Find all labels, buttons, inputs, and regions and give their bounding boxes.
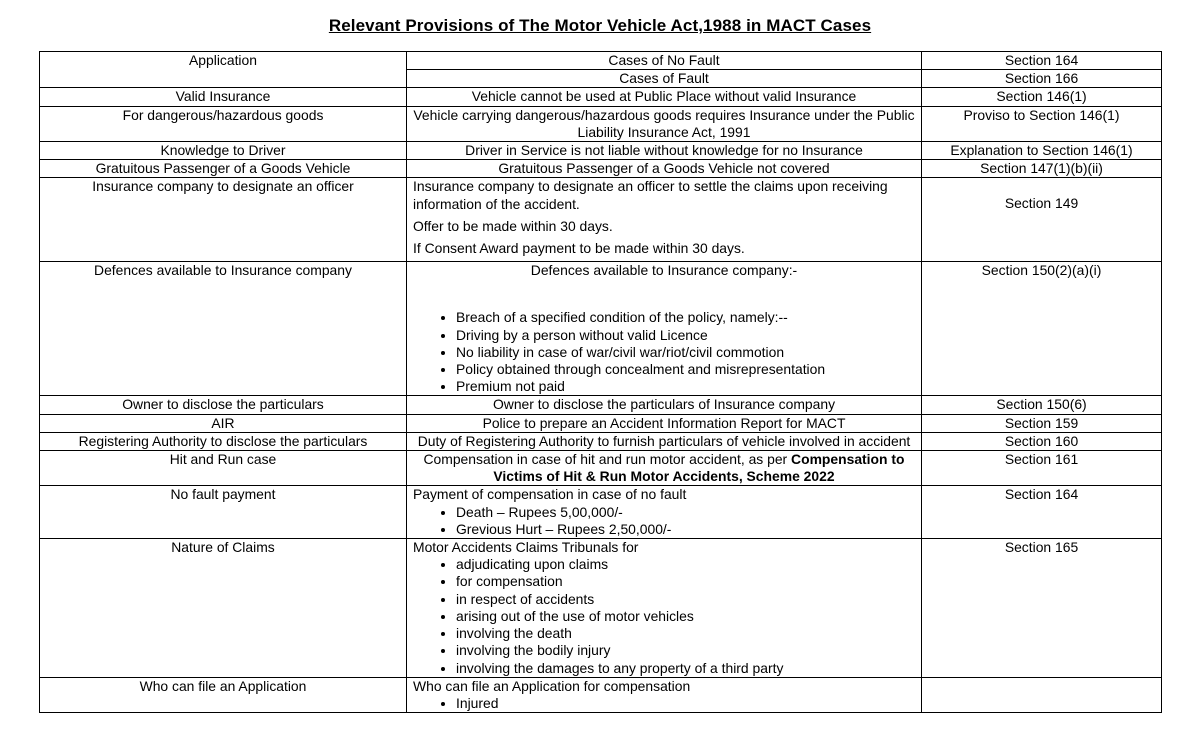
section-text: Section 149 (1004, 195, 1079, 212)
defences-list (413, 309, 915, 395)
spacer (413, 279, 915, 309)
section-cell: Section 164 (922, 486, 1162, 539)
provision-line: If Consent Award payment to be made within 30 days. (413, 240, 745, 257)
section-cell: Proviso to Section 146(1) (922, 106, 1162, 141)
table-row (40, 52, 1162, 70)
payment-list (413, 504, 915, 538)
list-item: • in respect of accidents (456, 591, 915, 608)
list-item: • adjudicating upon claims (456, 556, 915, 573)
topic-cell: Valid Insurance (40, 88, 407, 106)
list-item: • for compensation (456, 573, 915, 590)
provision-cell (407, 677, 922, 712)
claims-list (413, 556, 915, 676)
provision-cell: Gratuitous Passenger of a Goods Vehicle not covered (407, 160, 922, 178)
provision-cell (407, 486, 922, 539)
topic-cell: No fault payment (40, 486, 407, 539)
provision-cell (407, 451, 922, 486)
list-item: • Grevious Hurt – Rupees 2,50,000/- (456, 521, 915, 538)
table-row (40, 396, 1162, 414)
list-item: • Injured (456, 695, 915, 712)
section-cell: Section 150(6) (922, 396, 1162, 414)
list-item: • involving the death (456, 625, 915, 642)
topic-cell: Insurance company to designate an officer (40, 178, 407, 262)
provision-line: Insurance company to designate an officer to settle the claims upon receiving information of the accident. (413, 178, 888, 212)
provision-cell: Cases of Fault (407, 70, 922, 88)
topic-cell: Application (40, 52, 407, 88)
section-cell: Section 146(1) (922, 88, 1162, 106)
provisions-table (39, 51, 1162, 713)
table-row (40, 178, 1162, 262)
list-item: • Driving by a person without valid Licence (456, 327, 915, 344)
topic-cell: Gratuitous Passenger of a Goods Vehicle (40, 160, 407, 178)
topic-cell: Defences available to Insurance company (40, 262, 407, 396)
section-cell: Section 161 (922, 451, 1162, 486)
section-cell: Explanation to Section 146(1) (922, 142, 1162, 160)
list-item: • Breach of a specified condition of the policy, namely:-- (456, 309, 915, 326)
list-item: • No liability in case of war/civil war/riot/civil commotion (456, 344, 915, 361)
table-row (40, 106, 1162, 141)
section-cell: Section 159 (922, 414, 1162, 432)
provision-cell: Owner to disclose the particulars of Insurance company (407, 396, 922, 414)
topic-cell: For dangerous/hazardous goods (40, 106, 407, 141)
provision-cell: Driver in Service is not liable without knowledge for no Insurance (407, 142, 922, 160)
provision-cell: Vehicle cannot be used at Public Place without valid Insurance (407, 88, 922, 106)
table-row (40, 414, 1162, 432)
topic-cell: Nature of Claims (40, 539, 407, 678)
page-title: Relevant Provisions of The Motor Vehicle Act,1988 in MACT Cases (328, 16, 872, 35)
table-row (40, 88, 1162, 106)
list-item: • Premium not paid (456, 378, 915, 395)
topic-cell: AIR (40, 414, 407, 432)
applicant-list (413, 695, 915, 712)
provision-heading: Who can file an Application for compensation (413, 677, 691, 694)
provision-cell: Police to prepare an Accident Information Report for MACT (407, 414, 922, 432)
provision-cell (407, 539, 922, 678)
topic-cell: Hit and Run case (40, 451, 407, 486)
topic-cell: Who can file an Application (40, 677, 407, 712)
provision-cell (407, 178, 922, 262)
table-row (40, 539, 1162, 678)
section-cell: Section 164 (922, 52, 1162, 70)
provision-cell: Vehicle carrying dangerous/hazardous goods requires Insurance under the Public Liability Insurance Act, 1991 (407, 106, 922, 141)
provision-line: Offer to be made within 30 days. (413, 217, 613, 234)
section-cell: Section 147(1)(b)(ii) (922, 160, 1162, 178)
provision-text: Compensation in case of hit and run motor accident, as per (423, 451, 792, 468)
provision-heading: Payment of compensation in case of no fault (413, 486, 687, 503)
topic-cell: Registering Authority to disclose the particulars (40, 432, 407, 450)
table-row (40, 262, 1162, 396)
section-cell (922, 677, 1162, 712)
section-cell (922, 178, 1162, 262)
table-row (40, 486, 1162, 539)
list-item: • Policy obtained through concealment and misrepresentation (456, 361, 915, 378)
provision-cell: Cases of No Fault (407, 52, 922, 70)
scheme-name: Compensation to Victims of Hit & Run Motor Accidents, Scheme 2022 (493, 451, 905, 485)
list-item: • arising out of the use of motor vehicles (456, 608, 915, 625)
list-item: • involving the damages to any property of a third party (456, 660, 915, 677)
table-row (40, 451, 1162, 486)
provision-heading: Motor Accidents Claims Tribunals for (413, 539, 639, 556)
provision-heading: Defences available to Insurance company:- (530, 262, 798, 279)
section-cell: Section 166 (922, 70, 1162, 88)
list-item: • involving the bodily injury (456, 642, 915, 659)
list-item: • Death – Rupees 5,00,000/- (456, 504, 915, 521)
table-row (40, 160, 1162, 178)
provision-cell: Duty of Registering Authority to furnish particulars of vehicle involved in accident (407, 432, 922, 450)
table-row (40, 677, 1162, 712)
section-cell: Section 150(2)(a)(i) (922, 262, 1162, 396)
table-row (40, 432, 1162, 450)
topic-cell: Owner to disclose the particulars (40, 396, 407, 414)
topic-cell: Knowledge to Driver (40, 142, 407, 160)
provision-cell (407, 262, 922, 396)
section-cell: Section 160 (922, 432, 1162, 450)
section-cell: Section 165 (922, 539, 1162, 678)
table-row (40, 142, 1162, 160)
